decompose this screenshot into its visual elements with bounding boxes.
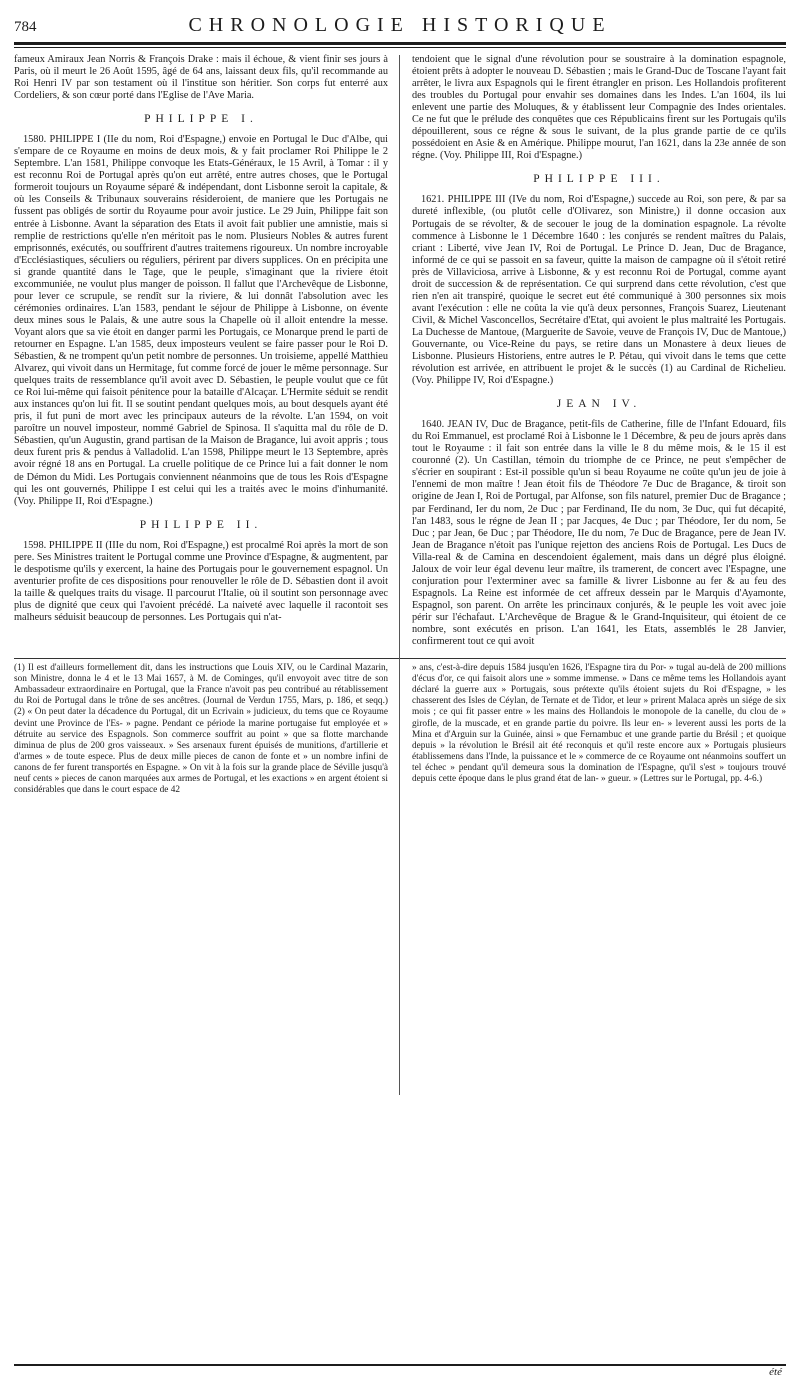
philippe-1-paragraph: 1580. PHILIPPE I (IIe du nom, Roi d'Espagne,) envoie en Portugal le Duc d'Albe, qui s'empare de ce Royaume en moins de deux mois, & y fait proclamer Roi Philippe le 2 Septembre. L'an 1581, Philippe convoque les Etats-Généraux, le 15 Avril, à Tomar : il y est reconnu Roi de Portugal après qu'on eut arrêté, entre autres choses, que le Portugal formeroit toujours un Royaume séparé & indépendant, dont Lisbonne seroit la capitale, & où les Conseils & Tribunaux souverains résideroient, de maniere que les Portugais ne fussent pas obligés de sortir du Royaume pour avoir justice. Le 29 Juin, Philippe fait son entrée à Lisbonne. Avant la séparation des Etats il avoit fait publier une amnistie, mais si remplie de restrictions qu'elle n'en méritoit pas le nom. Plusieurs Nobles & autres furent emprisonnés, exécutés, ou souffrirent d'autres traitemens rigoureux. Un nombre incroyable d'Ecclésiastiques, séculiers ou réguliers, périrent par divers supplices. On en précipita une si grande quantité dans le Tage, que le peuple, s'imaginant que la riviere étoit excommuniée, ne voulut plus manger de poisson. Il fallut que l'Archevêque de Lisbonne, pour lever ce scrupule, se rendît sur la riviere, & lui donnât l'absolution avec les cérémonies ordinaires. L'an 1583, pendant le séjour de Philippe à Lisbonne, on évente deux mines sous le Palais, & une autre sous la Chapelle où il alloit entendre la messe. Voyant alors que sa vie étoit en danger parmi les Portugais, ce Monarque prend le parti de retourner en Espagne. L'an 1585, deux imposteurs veulent se faire passer pour le Roi D. Sébastien, & ne trompent qu'un petit nombre de personnes. Un troisieme, appellé Matthieu Alvarez, qui vivoit dans un Hermitage, fut comme forcé de jouer le même personnage. Sur quelques traits de ressemblance qu'il avoit avec D. Sébastien, le peuple voulut que ce fût ce Roi lui-même qui faisoit pénitence pour la bataille d'Alcaçar. L'Hermite séduit se rendit aux instances qu'on lui fit. Il se soutint pendant quelques mois, au bout desquels ayant été pris, il fut puni de mort avec les principaux auteurs de la révolte. L'an 1594, on voit paroître un nouvel imposteur, nommé Gabriel de Spinosa. Il s'aquitta mal du rôle de D. Sébastien, qu'un Augustin, grand partisan de la Maison de Bragance, lui avoit appris ; tous deux furent pris & pendus à Valladolid. L'an 1598, Philippe meurt le 13 Septembre, après avoir régné 18 ans en Portugal. La cruelle politique de ce Prince lui a fait donner le nom de Démon du Midi. Les Portugais conviennent néanmoins que de tous les Rois d'Espagne qui les ont gouvernés, Philippe I est celui qui les a traités avec le moins d'inhumanité. (Voy. Philippe II, Roi d'Espagne.): [14, 134, 388, 507]
footnotes: [14, 663, 786, 796]
philippe-2-paragraph: 1598. PHILIPPE II (IIIe du nom, Roi d'Espagne,) est procalmé Roi après la mort de son pere. Ses Ministres traitent le Portugal comme une Province d'Espagne, & augmentent, par le despotisme qu'ils y exercent, la haine des Portugais pour le gouvernement espagnol. Un aventurier profite de ces dispositions pour renouveller le rôle de D. Sébastien dont il avoit la taille & quelques traits du visage. Il parcourut l'Italie, où il soutint son personnage avec plus de dignité que ceux qui l'avoient précédé. La naiveté avec laquelle il racontoit ses malheurs séduisit beaucoup de personnes. Les Portugais qui n'at-: [14, 539, 388, 623]
footer-rule: [14, 1364, 786, 1366]
heading-philippe-2: PHILIPPE II.: [139, 518, 263, 531]
footnote-left-text: (1) Il est d'ailleurs formellement dit, dans les instructions que Louis XIV, ou le Cardinal Mazarin, son Ministre, donna le 4 et le 13 Mai 1657, à M. de Cominges, qu'il envoyoit avec titre de son Ambassadeur extraordinaire en Portugal, que la France n'avoit pas peu contribué au rétablissement du Roi de Portugal dans le trône de ses ancêtres. (Journal de Verdun 1755, Mars, p. 186, et seqq.) (2) « On peut dater la décadence du Portugal, dit un Ecrivain » judicieux, du tems que ce Royaume devint une Province de l'Es- » pagne. Pendant ce période la marine portugaise fut employée et » détruite au service des Espagnols. Son commerce souffrit au point » que sa flotte marchande diminua de plus de 200 gros vaisseaux. » Ses arsenaux furent épuisés de munitions, d'artillerie et d'armes » de toute espece. Plus de deux mille pieces de canon de fonte et » un nombre infini de canons de fer furent transportés en Espagne. » On vit à la fois sur la grande place de Séville jusqu'à neuf cents » pieces de canon marquées aux armes de Portugal, et les exactions » en argent étoient si considérables que dans le court espace de 42: [14, 663, 388, 796]
heading-jean-4: JEAN IV.: [556, 398, 642, 411]
right-column: [412, 54, 786, 648]
heading-philippe-1: PHILIPPE I.: [144, 113, 258, 126]
page-number: 784: [14, 19, 37, 35]
header-rule-thick: [14, 42, 786, 45]
philippe-3-paragraph: 1621. PHILIPPE III (IVe du nom, Roi d'Espagne,) succede au Roi, son pere, & par sa dureté inflexible, (ou plutôt celle d'Olivarez, son Ministre,) il donne occasion aux Portugais de se révolter, & de secouer le joug de la domination espagnole. La révolte commence à Lisbonne le 1 Décembre 1640 : les conjurés se rendent maîtres du Palais, criant : Liberté, vive Jean IV, Roi de Portugal. Le Prince D. Jean, Duc de Bragance, informé de ce qui se passoit en sa faveur, quitte la maison de campagne où il s'étoit retiré près de Villaviciosa, arrive à Lisbonne, & y est reconnu Roi de Portugal, comme ayant droit de succession & de représentation. Ce qui surprend dans cette révolution, c'est que rien n'en ait transpiré, quoique le secret eut été communiqué à 300 personnes six mois avant l'exécution : elle ne coûta la vie qu'à deux personnes, François Suarez, Lieutenant Civil, & Michel Vasconcellos, Secrétaire d'Etat, qui avoient le plus maltraité les Portugais. La Duchesse de Mantoue, (Marguerite de Savoie, veuve de François IV, Duc de Mantoue,) Gouvernante, ou Vice-Reine du pays, se retire dans un Monastere à deux lieues de Lisbonne. Plusieurs Historiens, entre autres le P. Pétau, qui vivoit dans le tems que cette révolution est arrivée, en attribuent le projet & le succès (1) au Cardinal de Richelieu. (Voy. Philippe IV, Roi d'Espagne.): [412, 194, 786, 387]
column-divider: [399, 55, 400, 1095]
footnote-right-text: » ans, c'est-à-dire depuis 1584 jusqu'en 1626, l'Espagne tira du Por- » tugal au-delà de 200 millions d'écus d'or, ce qui faisoit alors une » somme immense. » Dans ce même tems les Hollandois ayant déclaré la guerre aux » Portugais, sous prétexte qu'ils étoient sujets du Roi d'Espagne, » les chasserent des Isles de Céylan, de Ternate et de Tidor, et leur » prirent Malaca après un siége de six mois ; ce qui fit passer entre » les mains des Hollandois le monopole de la canelle, du clou de » girofle, de la muscade, et en grande partie du poivre. Ils leur en- » leverent aussi les ports de la Mina et d'Arguin sur la Guinée, ainsi » que Fernambuc et une grande partie du Brésil ; et quoique depuis » la révolution le Brésil ait été reconquis et qu'il reste encore aux » Portugais plusieurs établissemens dans l'Inde, la puissance et le » commerce de ce Royaume ont néanmoins souffert un tel échec » pendant qu'il demeura sous la domination de l'Espagne, qu'il s'est » toujours trouvé depuis cette époque dans le plus grand état de lan- » gueur. » (Lettres sur le Portugal, pp. 4-6.): [412, 663, 786, 784]
heading-philippe-3: PHILIPPE III.: [533, 173, 665, 186]
running-title: CHRONOLOGIE HISTORIQUE: [188, 14, 612, 36]
right-intro-paragraph: tendoient que le signal d'une révolution pour se soustraire à la domination espagnole, étoient prêts à adopter le nouveau D. Sébastien ; mais le Grand-Duc de Toscane l'ayant fait arrêter, le livra aux Espagnols qui le firent étrangler en prison. Les Hollandois profiterent des troubles du Portugal pour envahir ses domaines dans les Indes. L'an 1604, ils lui enlevent une partie des Moluques, & y établissent leur Compagnie des Indes orientales. Ce ne fut que le prélude des conquêtes que ces Républicains firent sur les Portugais qu'ils dépouillerent, sous ce régne & sous le suivant, de la plus grande partie de ce qu'ils possédoient en Asie & en Amérique. Philippe mourut, l'an 1621, dans la 23e année de son régne. (Voy. Philippe III, Roi d'Espagne.): [412, 54, 786, 162]
left-column: [14, 54, 388, 648]
catchword: été: [769, 1366, 782, 1378]
footnotes-rule: [14, 658, 786, 659]
footnotes-left: [14, 663, 388, 796]
header-rule-thin: [14, 47, 786, 48]
footnotes-right: [412, 663, 786, 796]
page-header: [14, 14, 786, 38]
jean-4-paragraph: 1640. JEAN IV, Duc de Bragance, petit-fils de Catherine, fille de l'Infant Edouard, fils du Roi Emmanuel, est proclamé Roi à Lisbonne le 1 Décembre, & peu de jours après dans tout le Royaume : il fait son entrée dans la ville le 8 du même mois, & le 15 il est couronné (2). Un Castillan, témoin du triomphe de ce Prince, ne peut s'empêcher de s'écrier en soupirant : Est-il possible qu'un si beau Royaume ne coûte qu'un jeu de joie à l'ennemi de mon maître ! Jean étoit fils de Théodore 7e Duc de Bragance, & tiroit son origine de Jean I, Roi de Portugal, par Alfonse, son fils naturel, premier Duc de Bragance ; par Ferdinand, Ier du nom, 2e Duc ; par Ferdinand, IIe du nom, 3e Duc, qui fut décapité, l'an 1483, sous le régne de Jean II ; par Jacques, 4e Duc ; par Théodore, Ier du nom, 5e Duc ; par Jean, 6e Duc ; par Théodore, IIe du nom, 7e Duc de Bragance, pere de Jean IV. Jean de Bragance n'étoit pas l'unique rejetton des anciens Rois de Portugal. Les Ducs de Villa-real & de Camina en descendoient également, mais dans un dégré plus éloigné. Jaloux de voir leur égal devenu leur maître, ils tramerent, de concert avec l'Espagne, une conjuration pour l'exterminer avec sa famille & livrer Lisbonne au fer & au feu des Espagnols. La Reine est informée de cet affreux dessein par le Marquis d'Ayamonte, Espagnol, son parent. On arrête les princiпaux conjurés, & le peuple les voit avec joie périr sur l'échafaut. L'Archevêque de Brague & le Grand-Inquisiteur, qui étoient de ce nombre, sont exécutés en prison. L'an 1641, les Etats, assemblés le 28 Janvier, confirmerent tout ce qui avoit: [412, 419, 786, 648]
main-columns: [14, 54, 786, 648]
left-intro-paragraph: fameux Amiraux Jean Norris & François Drake : mais il échoue, & vient finir ses jours à Paris, où il meurt le 26 Août 1595, âgé de 64 ans, laissant deux fils, qu'il recommande au Roi Henri IV par son testament où il l'institue son héritier. Son corps fut enterré aux Cordeliers, & son cœur porté dans l'Eglise de l'Ave Maria.: [14, 54, 388, 102]
